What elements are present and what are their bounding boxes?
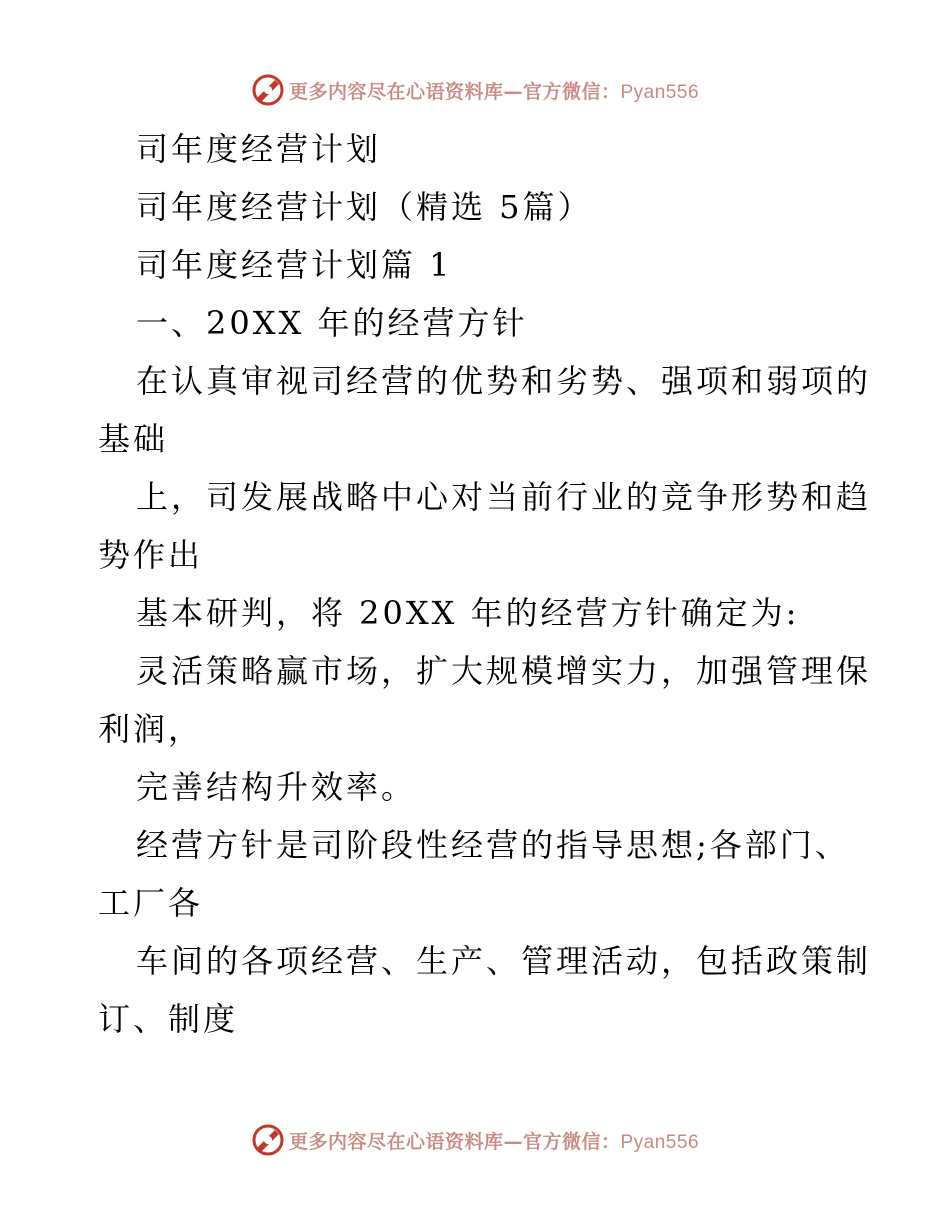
doc-line: 司年度经营计划: [136, 130, 382, 168]
doc-line: 司年度经营计划篇 1: [136, 246, 453, 284]
doc-line: 灵活策略赢市场，扩大规模增实力，加强管理保: [136, 652, 872, 690]
doc-line: 利润，: [98, 710, 204, 748]
watermark-text: 更多内容尽在心语资料库—官方微信：Pyan556: [288, 1130, 700, 1153]
doc-line: 订、制度: [98, 1000, 239, 1038]
doc-line: 在认真审视司经营的优势和劣势、强项和弱项的: [136, 362, 872, 400]
doc-line: 上，司发展战略中心对当前行业的竞争形势和趋: [136, 478, 872, 516]
doc-line: 一、20XX 年的经营方针: [136, 304, 528, 342]
watermark-text: 更多内容尽在心语资料库—官方微信：Pyan556: [288, 80, 700, 103]
doc-line: 势作出: [98, 536, 204, 574]
red-circle-pen-logo-icon: [251, 73, 285, 107]
doc-line: 工厂各: [98, 884, 204, 922]
header-watermark: [0, 70, 950, 110]
red-circle-pen-logo-icon: [251, 1123, 285, 1157]
doc-line: 基础: [98, 420, 169, 458]
footer-watermark: [0, 1120, 950, 1160]
document-body: [98, 120, 872, 1048]
doc-line: 车间的各项经营、生产、管理活动，包括政策制: [136, 942, 872, 980]
doc-line: 基本研判，将 20XX 年的经营方针确定为:: [136, 594, 800, 632]
doc-line: 司年度经营计划（精选 5篇）: [136, 188, 593, 226]
doc-line: 经营方针是司阶段性经营的指导思想;各部门、: [136, 826, 850, 864]
doc-line: 完善结构升效率。: [136, 768, 417, 806]
